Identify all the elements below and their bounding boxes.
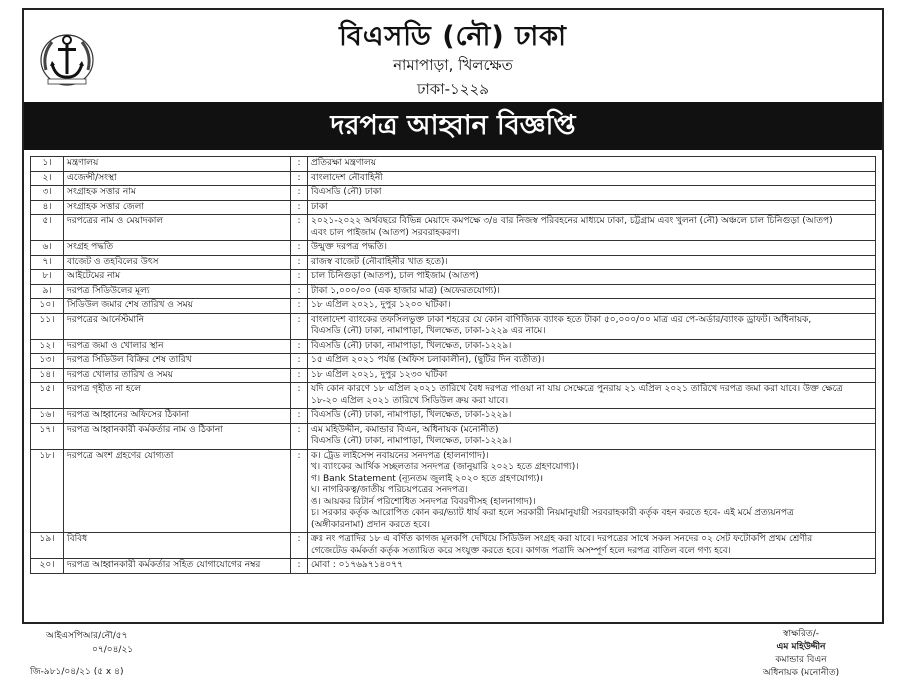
row-label: দরপত্র গৃহীত না হলে — [64, 383, 291, 409]
row-value-line: টাকা ১,০০০/০০ (এক হাজার মাত্র) (অফেরতযোগ্য)। — [311, 285, 500, 296]
address-line-2: ঢাকা-১২২৯ — [416, 80, 490, 98]
row-number: ১২। — [31, 339, 64, 354]
row-separator: : — [291, 241, 308, 256]
table-row — [31, 533, 876, 559]
row-number: ১৩। — [31, 354, 64, 369]
signatory-designation: অধিনায়ক (মনোনীত) — [762, 668, 840, 678]
row-number: ১৭। — [31, 423, 64, 449]
row-value-line: ক্রঃ নং পত্রাদির ১৮ এ বর্ণিত কাগজ মূলকপি দেখিয়ে সিডিউল সংগ্রহ করা যাবে। দরপত্রের সাথে সকল সনদের ০২ সেট ফটোকপি প্রথম শ্রেণীর — [311, 534, 813, 544]
print-code: জি-৯৮১/০৪/২১ (৫ x ৪) — [30, 667, 124, 677]
row-value-line: ১৫ এপ্রিল ২০২১ পর্যন্ত (অফিস চলাকালীন), (ছুটির দিন ব্যতীত)। — [311, 355, 545, 365]
row-number: ৮। — [31, 270, 64, 285]
row-label: দরপত্রে অংশ গ্রহণের যোগ্যতা — [64, 449, 291, 533]
row-value-line: বিএসডি (নৌ) ঢাকা, নামাপাড়া, খিলক্ষেত, ঢাকা-১২২৯। — [311, 340, 512, 351]
row-separator: : — [291, 449, 308, 533]
row-separator: : — [291, 533, 308, 559]
row-number: ৩। — [31, 186, 64, 201]
row-label: সংগ্রাহক সত্তার জেলা — [64, 200, 291, 215]
table-row — [31, 559, 876, 574]
row-value-line: (অঙ্গীকারনামা) প্রদান করতে হবে। — [311, 519, 431, 530]
row-value-line: চাল চিনিগুড়া (আতপ), চাল পাইজাম (আতপ) — [311, 271, 479, 281]
row-number: ২। — [31, 171, 64, 186]
row-separator: : — [291, 368, 308, 383]
row-separator: : — [291, 215, 308, 241]
row-label: দরপত্র খোলার তারিখ ও সময় — [64, 368, 291, 383]
signature-block — [736, 628, 866, 680]
row-value-line: ক। ট্রেড লাইসেন্স নবায়নের সনদপত্র (হালনাগাদ)। — [311, 450, 489, 461]
reference-number: আইএসপিআর/নৌ/৫৭ — [46, 631, 128, 641]
row-label: মন্ত্রণালয় — [64, 157, 291, 172]
row-value — [308, 354, 876, 369]
notice-frame — [22, 8, 884, 624]
row-label: দরপত্রের আর্নেস্টমানি — [64, 313, 291, 339]
row-value — [308, 157, 876, 172]
row-value — [308, 255, 876, 270]
signatory-name: এম মহিউদ্দীন — [776, 642, 826, 652]
row-value-line: চ। সরকার কর্তৃক আরোপিত কোন কর/ভ্যাট ধার্য করা হলে সরকারী নিয়মানুযায়ী সরবরাহকারী কর্তৃক বহন করতে হবে- এই মর্মে প্রত্যয়নপত্র — [311, 508, 794, 518]
row-value-line: ২০২১-২০২২ অর্থবছরে বিভিন্ন মেয়াদে কমপক্ষে ৩/৪ বার নিজস্ব পরিবহনের মাধ্যমে ঢাকা, চট্টগ্রাম এবং খুলনা (নৌ) অঞ্চলে চাল চিনিগুড়া (আতপ) — [311, 216, 833, 226]
header — [24, 10, 882, 102]
tender-banner: দরপত্র আহ্বান বিজ্ঞপ্তি — [24, 102, 882, 150]
row-separator: : — [291, 354, 308, 369]
row-number: ১৮। — [31, 449, 64, 533]
row-value — [308, 339, 876, 354]
row-separator: : — [291, 157, 308, 172]
row-label: সংগ্রাহক সত্তার নাম — [64, 186, 291, 201]
page-title: বিএসডি (নৌ) ঢাকা — [339, 21, 567, 52]
row-value-line: বিএসডি (নৌ) ঢাকা, নামাপাড়া, খিলক্ষেত, ঢাকা-১২২৯। — [311, 410, 512, 420]
row-separator: : — [291, 200, 308, 215]
row-separator: : — [291, 313, 308, 339]
table-row — [31, 423, 876, 449]
row-value-line: ঢাকা — [311, 201, 328, 212]
signed-label: স্বাক্ষরিত/- — [783, 629, 819, 639]
row-value — [308, 533, 876, 559]
row-label: সংগ্রহ পদ্ধতি — [64, 241, 291, 256]
row-value-line: বিএসডি (নৌ) ঢাকা — [311, 187, 382, 197]
row-separator: : — [291, 299, 308, 314]
row-label: দরপত্র আহ্বানকারী কর্মকর্তার সহিত যোগাযোগের নম্বর — [64, 559, 291, 574]
row-number: ৪। — [31, 200, 64, 215]
row-value-line: উন্মুক্ত দরপত্র পদ্ধতি। — [311, 242, 387, 252]
row-separator: : — [291, 383, 308, 409]
row-value — [308, 270, 876, 285]
row-value — [308, 284, 876, 299]
row-number: ১৪। — [31, 368, 64, 383]
row-value-line: ১৮ এপ্রিল ২০২১, দুপুর ১২০০ ঘটিকা। — [311, 300, 451, 310]
row-label: দরপত্র আহ্বানকারী কর্মকর্তার নাম ও ঠিকানা — [64, 423, 291, 449]
row-label: দরপত্রের নাম ও মেয়াদকাল — [64, 215, 291, 241]
row-value-line: রাজস্ব বাজেট (নৌবাহিনীর খাত হতে)। — [311, 256, 448, 267]
row-value-line: বাংলাদেশ নৌবাহিনী — [311, 172, 383, 183]
row-number: ৯। — [31, 284, 64, 299]
row-value-line: এম মহিউদ্দীন, কমান্ডার বিএন, অধিনায়ক (মনোনীত) — [311, 424, 499, 435]
tender-details-table — [30, 156, 876, 574]
row-number: ৭। — [31, 255, 64, 270]
table-row — [31, 299, 876, 314]
row-number: ১৫। — [31, 383, 64, 409]
row-value-line: গ। Bank Statement (ন্যূনতম জুলাই ২০২০ হতে গ্রহণযোগ্য)। — [311, 473, 544, 484]
table-row — [31, 409, 876, 424]
table-row — [31, 270, 876, 285]
address-line-1: নামাপাড়া, খিলক্ষেত — [393, 56, 513, 74]
table-row — [31, 186, 876, 201]
row-value-line: বিএসডি (নৌ) ঢাকা, নামাপাড়া, খিলক্ষেত, ঢাকা-১২২৯ এর নামে। — [311, 326, 546, 336]
row-label: বাজেট ও তহবিলের উৎস — [64, 255, 291, 270]
row-separator: : — [291, 284, 308, 299]
row-value-line: প্রতিরক্ষা মন্ত্রণালয় — [311, 158, 377, 168]
row-value — [308, 383, 876, 409]
row-number: ৫। — [31, 215, 64, 241]
row-value — [308, 186, 876, 201]
table-row — [31, 200, 876, 215]
row-label: দরপত্র আহ্বানের অফিসের ঠিকানা — [64, 409, 291, 424]
row-separator: : — [291, 270, 308, 285]
row-value-line: ১৮-২০ এপ্রিল ২০২১ তারিখে সিডিউল ক্রয় করা যাবে। — [311, 395, 509, 406]
table-row — [31, 284, 876, 299]
table-row — [31, 368, 876, 383]
row-label: বিবিধ — [64, 533, 291, 559]
row-value-line: খ। ব্যাংকের আর্থিক সচ্ছলতার সনদপত্র (জানুয়ারি ২০২১ হতে গ্রহণযোগ্য)। — [311, 462, 579, 472]
table-row — [31, 255, 876, 270]
row-number: ১৯। — [31, 533, 64, 559]
row-value-line: ১৮ এপ্রিল ২০২১, দুপুর ১২৩০ ঘটিকা — [311, 369, 448, 380]
row-value — [308, 368, 876, 383]
reference-date: ০৭/০৪/২১ — [92, 645, 134, 655]
row-value-line: যদি কোন কারণে ১৮ এপ্রিল ২০২১ তারিখে বৈধ দরপত্র পাওয়া না যায় সেক্ষেত্রে পুনরায় ২১ এপ্রিল ২০২১ তারিখে দরপত্র জমা করা যাবে। উক্ত ক্ষেত্রে — [311, 384, 843, 394]
table-row — [31, 157, 876, 172]
signatory-rank: কমান্ডার বিএন — [775, 655, 827, 665]
table-row — [31, 171, 876, 186]
row-separator: : — [291, 559, 308, 574]
row-number: ১০। — [31, 299, 64, 314]
row-number: ২০। — [31, 559, 64, 574]
row-label: দরপত্র সিডিউল বিক্রির শেষ তারিখ — [64, 354, 291, 369]
row-separator: : — [291, 423, 308, 449]
row-value-line: ঙ। আয়কর রিটার্ন পরিশোধিত সনদপত্র বিবরণীসহ (হালনাগাদ)। — [311, 496, 536, 507]
table-row — [31, 339, 876, 354]
row-separator: : — [291, 255, 308, 270]
row-separator: : — [291, 339, 308, 354]
table-row — [31, 313, 876, 339]
row-label: এজেন্সী/সংস্থা — [64, 171, 291, 186]
table-row — [31, 354, 876, 369]
row-value — [308, 200, 876, 215]
row-value-line: মোবা : ০১৭৬৯৭১৪০৭৭ — [311, 560, 403, 570]
row-value — [308, 299, 876, 314]
row-value-line: গেজেটেড কর্মকর্তা কর্তৃক সত্যায়িত করে সংযুক্ত করতে হবে। কাগজ পত্রাদি অসম্পূর্ণ হলে দরপত্র বাতিল বলে গণ্য হবে। — [311, 545, 731, 556]
row-number: ৬। — [31, 241, 64, 256]
row-value — [308, 559, 876, 574]
table-row — [31, 215, 876, 241]
row-value — [308, 171, 876, 186]
row-number: ১। — [31, 157, 64, 172]
row-value-line: বিএসডি (নৌ) ঢাকা, নামাপাড়া, খিলক্ষেত, ঢাকা-১২২৯। — [311, 436, 512, 446]
row-label: সিডিউল জমার শেষ তারিখ ও সময় — [64, 299, 291, 314]
row-label: দরপত্র সিডিউলের মূল্য — [64, 284, 291, 299]
row-value — [308, 215, 876, 241]
row-separator: : — [291, 171, 308, 186]
row-label: দরপত্র জমা ও খোলার স্থান — [64, 339, 291, 354]
row-value — [308, 423, 876, 449]
row-value — [308, 409, 876, 424]
table-row — [31, 449, 876, 533]
row-value — [308, 241, 876, 256]
row-value-line: বাংলাদেশ ব্যাংকের তফসিলভুক্ত ঢাকা শহরের যে কোন বাণিজ্যিক ব্যাংক হতে টাকা ৫০,০০০/০০ মাত্র এর পে-অর্ডার/ব্যাংক ড্রাফট। অধিনায়ক, — [311, 314, 812, 325]
row-separator: : — [291, 409, 308, 424]
row-label: আইটেমের নাম — [64, 270, 291, 285]
row-number: ১১। — [31, 313, 64, 339]
row-value-line: এবং চাল পাইজাম (আতপ) সরবরাহকরণ। — [311, 227, 460, 238]
row-number: ১৬। — [31, 409, 64, 424]
row-value — [308, 313, 876, 339]
row-value — [308, 449, 876, 533]
table-row — [31, 241, 876, 256]
table-row — [31, 383, 876, 409]
row-separator: : — [291, 186, 308, 201]
row-value-line: ঘ। নাগরিকত্ব/জাতীয় পরিচয়পত্রের সনদপত্র। — [311, 485, 468, 495]
